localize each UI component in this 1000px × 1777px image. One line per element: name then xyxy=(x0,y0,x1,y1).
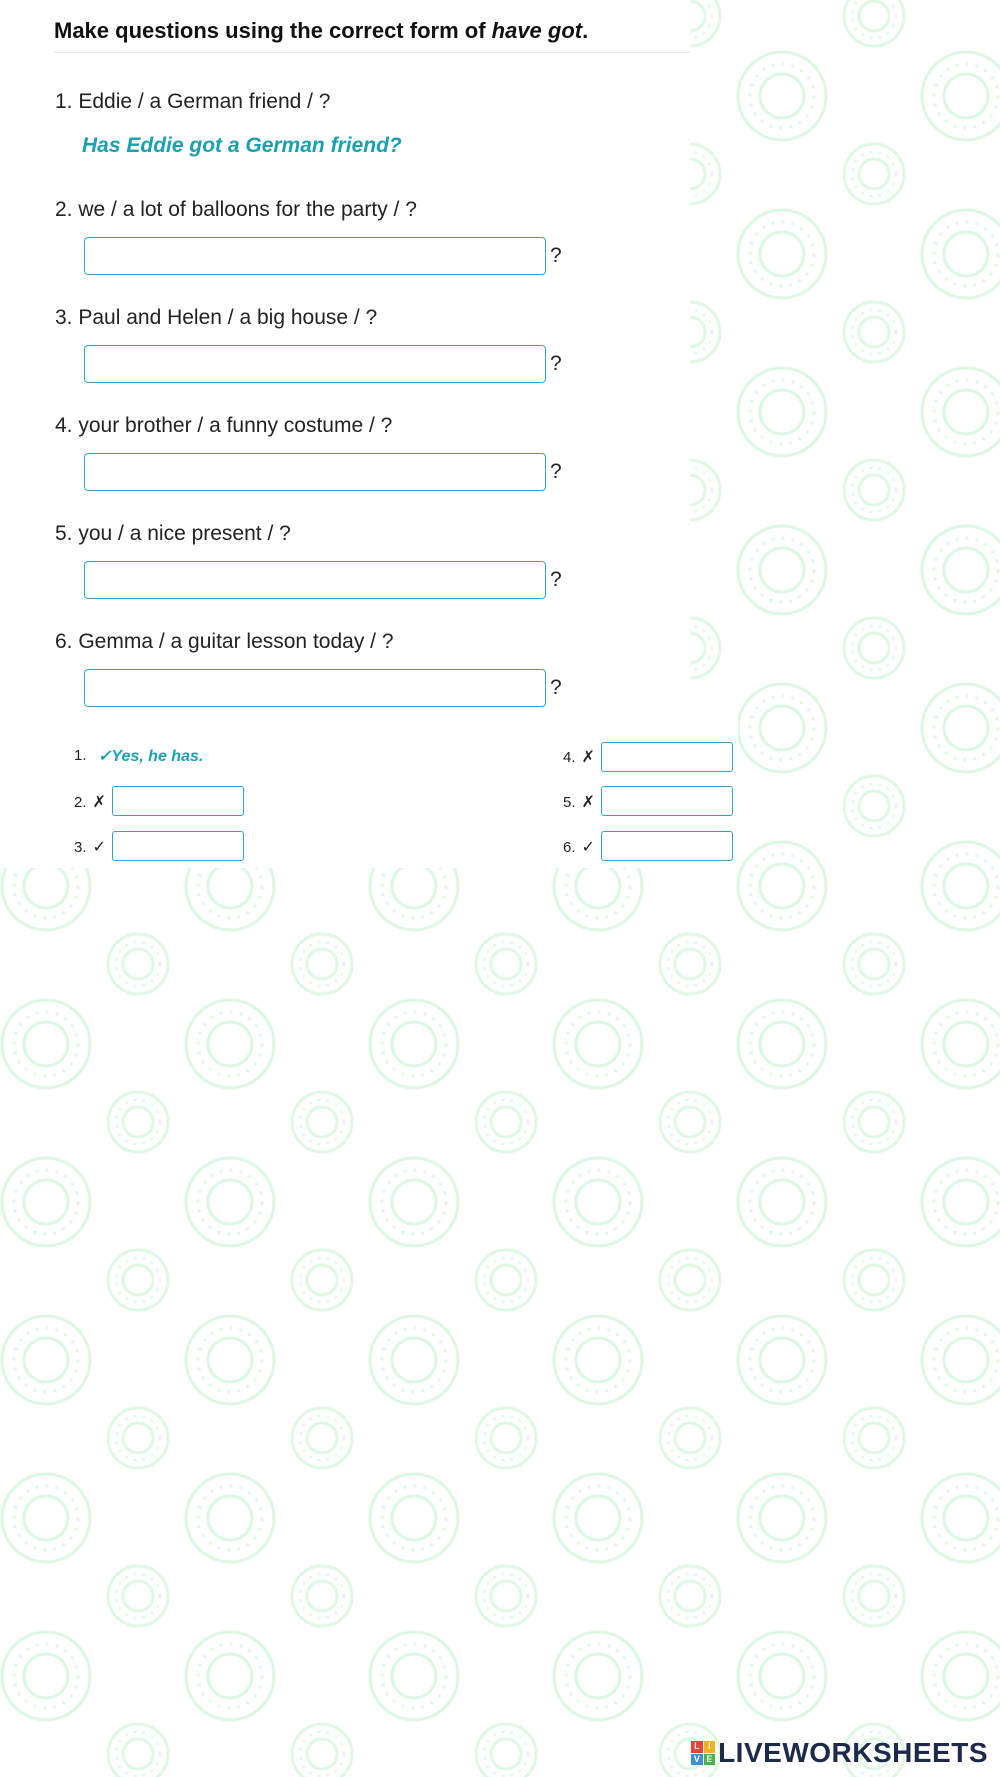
cross-icon: ✗ xyxy=(581,794,595,811)
logo-letter: V xyxy=(691,1754,703,1766)
check-icon: ✓ xyxy=(92,839,106,856)
short-answer-3 xyxy=(74,837,106,857)
short-answer-2-input[interactable] xyxy=(112,786,244,816)
short-answer-6-input[interactable] xyxy=(601,831,733,861)
logo-letter: I xyxy=(704,1741,716,1753)
short-answer-6 xyxy=(563,837,595,857)
brand-name: LIVEWORKSHEETS xyxy=(718,1737,988,1768)
question-4-prompt: 4. your brother / a funny costume / ? xyxy=(55,414,393,437)
short-answer-1 xyxy=(74,747,87,764)
short-answer-1-number: 1. xyxy=(74,747,87,764)
short-answer-5-number: 5. xyxy=(563,794,576,811)
logo-letter: E xyxy=(704,1754,716,1766)
liveworksheets-logo-icon xyxy=(691,1741,715,1765)
short-answer-3-input[interactable] xyxy=(112,831,244,861)
check-icon: ✓ xyxy=(581,839,595,856)
question-3-question-mark: ? xyxy=(550,352,562,375)
liveworksheets-brand xyxy=(691,1737,988,1769)
short-answer-2 xyxy=(74,792,106,812)
short-answer-4-input[interactable] xyxy=(601,742,733,772)
question-2-prompt: 2. we / a lot of balloons for the party / ? xyxy=(55,198,417,221)
short-answer-6-number: 6. xyxy=(563,839,576,856)
question-6-prompt: 6. Gemma / a guitar lesson today / ? xyxy=(55,630,394,653)
question-5-prompt: 5. you / a nice present / ? xyxy=(55,522,291,545)
short-answer-4-number: 4. xyxy=(563,749,576,766)
question-3-prompt: 3. Paul and Helen / a big house / ? xyxy=(55,306,378,329)
cross-icon: ✗ xyxy=(581,749,595,766)
instruction-emphasis: have got xyxy=(491,18,583,43)
short-answer-4 xyxy=(563,747,595,767)
question-1-prompt: 1. Eddie / a German friend / ? xyxy=(55,90,331,113)
check-icon: ✓ xyxy=(98,748,112,765)
logo-letter: L xyxy=(691,1741,703,1753)
short-answer-5-input[interactable] xyxy=(601,786,733,816)
question-4-question-mark: ? xyxy=(550,460,562,483)
question-5-question-mark: ? xyxy=(550,568,562,591)
question-1-example-answer: Has Eddie got a German friend? xyxy=(82,134,402,157)
question-6-question-mark: ? xyxy=(550,676,562,699)
instruction-end: . xyxy=(582,18,589,43)
short-answer-2-number: 2. xyxy=(74,794,87,811)
short-answer-1-text: Yes, he has. xyxy=(111,748,204,765)
short-answer-3-number: 3. xyxy=(74,839,87,856)
short-answer-1-example xyxy=(98,746,203,766)
short-answer-5 xyxy=(563,792,595,812)
short-answers-section xyxy=(0,0,1000,880)
cross-icon: ✗ xyxy=(92,794,106,811)
question-2-question-mark: ? xyxy=(550,244,562,267)
instruction-text: Make questions using the correct form of xyxy=(54,18,492,43)
